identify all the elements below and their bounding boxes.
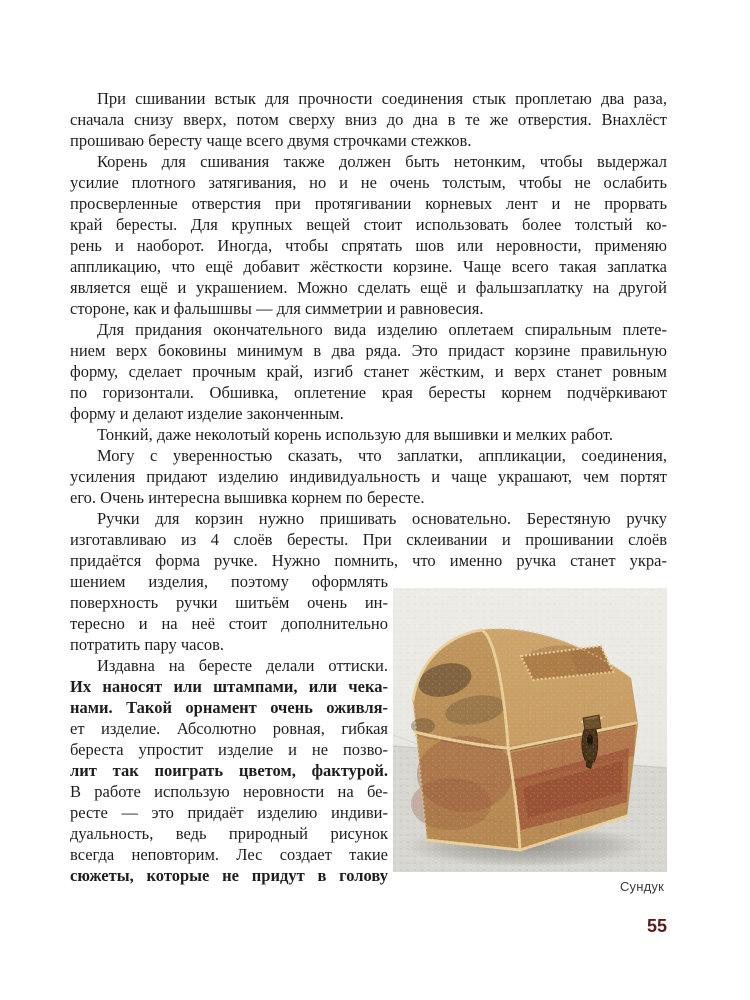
text-line: Корень для сшивания также должен быть нетонким, чтобы выдержал <box>97 152 667 171</box>
text-line: форму и делают изделие законченным. <box>70 404 344 423</box>
text-line: является ещё и украшением. Можно сделать ещё и фальшзаплатку на другой <box>70 278 667 297</box>
text-line: береста упростит изделие и не позво- <box>70 740 388 759</box>
chest-photo-illustration <box>393 588 667 872</box>
text-line: потратить пару часов. <box>70 635 224 654</box>
text-line: поверхность ручки шитьём очень ин- <box>70 593 388 612</box>
text-line: дуальность, ведь природный рисунок <box>70 824 388 843</box>
text-line: усилие плотного затягивания, но и не очень толстым, чтобы не ослабить <box>70 173 667 192</box>
text-line: нием верх боковины минимум в два ряда. Это придаст корзине правильную <box>70 341 667 360</box>
text-line: Могу с уверенностью сказать, что заплатки, аппликации, соединения, <box>97 446 667 465</box>
text-line: всегда неповторим. Лес создает такие <box>70 845 388 864</box>
text-line: Издавна на бересте делали оттиски. <box>97 656 388 675</box>
page-number: 55 <box>646 916 667 936</box>
text-line: В работе использую неровности на бе- <box>70 782 388 801</box>
text-line: шением изделия, поэтому оформлять <box>70 572 388 591</box>
narrow-text-column <box>70 571 388 886</box>
text-line: усиления придают изделию индивидуальность и чаще украшают, чем портят <box>70 467 667 486</box>
text-line: Ручки для корзин нужно пришивать основательно. Берестяную ручку <box>97 509 667 528</box>
text-line: При сшивании встык для прочности соединения стык проплетаю два раза, <box>97 89 667 108</box>
text-line: лит так поиграть цветом, фактурой. <box>70 761 388 780</box>
text-line: край бересты. Для крупных вещей стоит использовать более толстый ко- <box>70 215 667 234</box>
text-line: ет изделие. Абсолютно ровная, гибкая <box>70 719 388 738</box>
text-line: стороне, как и фальшшвы — для симметрии и равновесия. <box>70 299 484 318</box>
text-line: просверленные отверстия при протягивании корневых лент и не прорвать <box>70 194 667 213</box>
body-text <box>70 88 667 894</box>
figure <box>393 588 667 894</box>
text-line: сюжеты, которые не придут в голову <box>70 866 388 885</box>
text-line: аппликацию, что ещё добавит жёсткости корзине. Чаще всего такая заплатка <box>70 257 667 276</box>
text-line: прошиваю бересту чаще всего двумя строчками стежков. <box>70 131 472 150</box>
text-line: рень и наоборот. Иногда, чтобы спрятать шов или неровности, применяю <box>70 236 667 255</box>
text-line: Их наносят или штампами, или чека- <box>70 677 388 696</box>
top-text-block <box>70 88 667 571</box>
text-line: форму, сделает прочным край, изгиб станет жёстким, и верх станет ровным <box>70 362 667 381</box>
text-line: нами. Такой орнамент очень оживля- <box>70 698 388 717</box>
text-line: его. Очень интересна вышивка корнем по бересте. <box>70 488 425 507</box>
figure-caption: Сундук <box>619 879 664 894</box>
text-line: тересно и на неё стоит дополнительно <box>70 614 388 633</box>
wrap-row <box>70 571 667 894</box>
text-line: изготавливаю из 4 слоёв бересты. При склеивании и прошивании слоёв <box>70 530 667 549</box>
text-line: Тонкий, даже неколотый корень использую для вышивки и мелких работ. <box>97 425 613 444</box>
text-line: придаётся форма ручке. Нужно помнить, что именно ручка станет укра- <box>70 551 667 570</box>
text-line: сначала снизу вверх, потом сверху вниз до дна в те же отверстия. Внахлёст <box>70 110 667 129</box>
text-line: по горизонтали. Обшивка, оплетение края бересты корнем подчёркивают <box>70 383 667 402</box>
text-line: ресте — это придаёт изделию индиви- <box>70 803 388 822</box>
text-line: Для придания окончательного вида изделию оплетаем спиральным плете- <box>97 320 667 339</box>
